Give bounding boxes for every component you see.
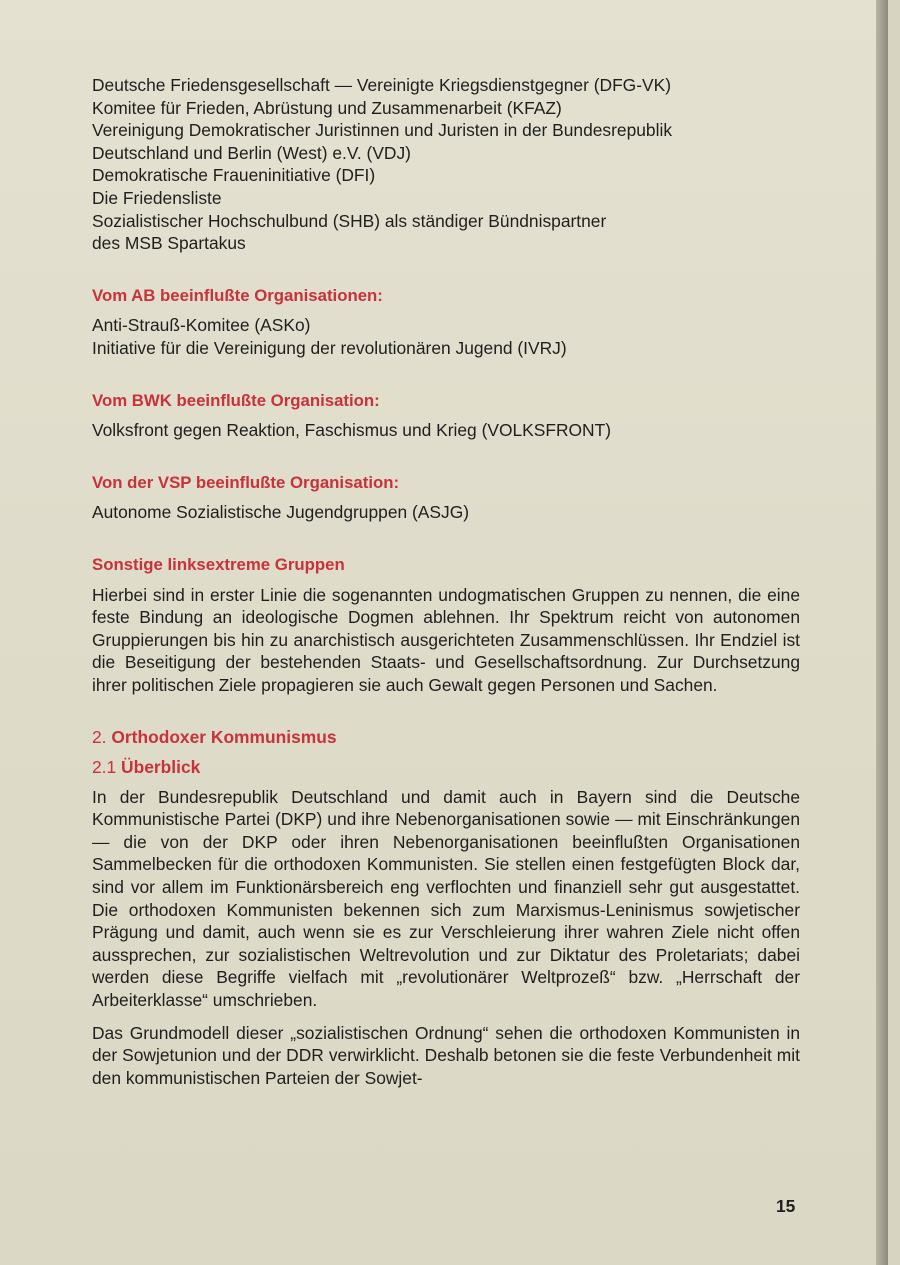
section-heading-other: Sonstige linksextreme Gruppen [92, 554, 345, 574]
body-paragraph: In der Bundesrepublik Deutschland und damit auch in Bayern sind die Deutsche Kommunistische Partei (DKP) und ihre Nebenorganisationen sowie — mit Einschränkungen — die von der DKP oder ihren Nebenorganisationen beeinflußten Organisationen Sammelbecken für die orthodoxen Kommunisten. Sie stellen einen festgefügten Block dar, sind vor allem im Funktionärsbereich eng verflochten und finanziell sehr gut ausgestattet. Die orthodoxen Kommunisten bekennen sich zum Marxismus-Leninismus sowjetischer Prägung und damit, auch wenn sie es zur Verschleierung ihrer wahren Ziele nicht offen aussprechen, zur sozialistischen Weltrevolution und zur Diktatur des Proletariats; dabei werden diese Begriffe vielfach mit „revolutionärer Weltprozeß“ bzw. „Herrschaft der Arbeiterklasse“ umschrieben. [92, 786, 800, 1010]
bwk-section [92, 390, 800, 442]
list-item: des MSB Spartakus [92, 233, 246, 254]
list-item: Sozialistischer Hochschulbund (SHB) als ständiger Bündnispartner [92, 210, 607, 231]
vsp-section [92, 472, 800, 524]
list-item: Deutschland und Berlin (West) e.V. (VDJ) [92, 142, 411, 163]
page-content [92, 74, 800, 1089]
intro-list [92, 74, 800, 255]
page-number: 15 [776, 1196, 796, 1216]
section-heading-vsp: Von der VSP beeinflußte Organisation: [92, 472, 400, 492]
list-item: Demokratische Fraueninitiative (DFI) [92, 165, 376, 186]
page-edge-shadow [876, 0, 888, 1265]
list-item: Initiative für die Vereinigung der revolutionären Jugend (IVRJ) [92, 337, 567, 358]
list-item: Autonome Sozialistische Jugendgruppen (ASJG) [92, 502, 470, 523]
body-paragraph: Das Grundmodell dieser „sozialistischen Ordnung“ sehen die orthodoxen Kommunisten in der Sowjetunion und der DDR verwirklicht. Deshalb betonen sie die feste Verbundenheit mit den kommunistischen Parteien der Sowjet- [92, 1022, 800, 1088]
subchapter-title: Überblick [121, 757, 201, 778]
other-section [92, 554, 800, 697]
chapter-heading [92, 726, 800, 749]
section-heading-bwk: Vom BWK beeinflußte Organisation: [92, 390, 380, 410]
subchapter-number: 2.1 [92, 757, 117, 778]
list-item: Die Friedensliste [92, 187, 222, 208]
list-item: Anti-Strauß-Komitee (ASKo) [92, 315, 311, 336]
ab-section [92, 285, 800, 360]
chapter-title: Orthodoxer Kommunismus [111, 727, 337, 748]
chapter-number: 2. [92, 727, 107, 748]
subchapter-heading [92, 756, 800, 779]
list-item: Deutsche Friedensgesellschaft — Vereinigte Kriegsdienstgegner (DFG-VK) [92, 75, 671, 95]
list-item: Vereinigung Demokratischer Juristinnen und Juristen in der Bundesrepublik [92, 120, 673, 141]
body-paragraph: Hierbei sind in erster Linie die sogenannten undogmatischen Gruppen zu nennen, die eine feste Bindung an ideologische Dogmen ablehnen. Ihr Spektrum reicht von autonomen Gruppierungen bis hin zu anarchistisch ausgerichteten Zusammenschlüssen. Ihr Endziel ist die Beseitigung der bestehenden Staats- und Gesellschaftsordnung. Zur Durchsetzung ihrer politischen Ziele propagieren sie auch Gewalt gegen Personen und Sachen. [92, 584, 800, 695]
list-item: Komitee für Frieden, Abrüstung und Zusammenarbeit (KFAZ) [92, 97, 562, 118]
section-heading-ab: Vom AB beeinflußte Organisationen: [92, 285, 383, 305]
list-item: Volksfront gegen Reaktion, Faschismus und Krieg (VOLKSFRONT) [92, 420, 612, 441]
